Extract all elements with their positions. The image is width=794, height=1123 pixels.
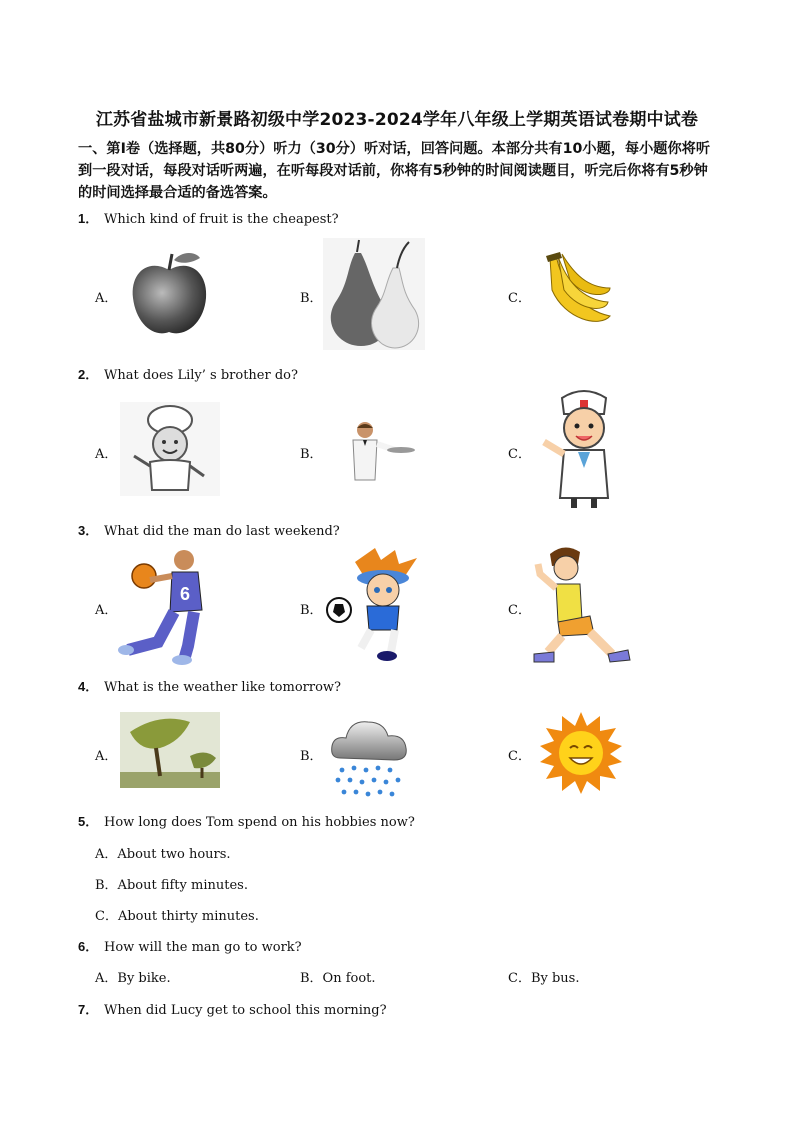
question-number: 1． [78,211,99,226]
doctor-icon [538,388,628,510]
option-c[interactable]: C．By bus. [508,971,580,986]
option-a[interactable]: A．By bike. [95,971,171,986]
sun-icon [540,712,622,794]
option-b[interactable]: B． [300,447,323,462]
option-a[interactable]: A． [95,749,118,764]
question-6 [78,936,302,955]
pear-icon [323,238,425,350]
option-a[interactable]: A．About two hours. [95,847,231,862]
question-text: What is the weather like tomorrow? [104,680,342,695]
question-text: How long does Tom spend on his hobbies now? [104,815,415,830]
option-c[interactable]: C．About thirty minutes. [95,909,259,924]
option-b[interactable]: B． [300,603,323,618]
option-b[interactable]: B．On foot. [300,971,376,986]
question-text: When did Lucy get to school this morning? [104,1003,387,1018]
option-b[interactable]: B． [300,291,323,306]
option-a[interactable]: A． [95,291,118,306]
svg-text:6: 6 [180,584,191,604]
option-c[interactable]: C． [508,291,531,306]
apple-icon [128,248,210,338]
option-c[interactable]: C． [508,749,531,764]
rain-cloud-icon [328,714,410,804]
option-c[interactable]: C． [508,447,531,462]
question-number: 3． [78,523,99,538]
question-text: What does Lily’ s brother do? [104,368,298,383]
cook-icon [120,402,220,496]
question-4 [78,676,341,695]
question-number: 2． [78,367,99,382]
banana-icon [540,250,612,330]
question-3 [78,520,340,539]
option-a[interactable]: A． [95,447,118,462]
option-c[interactable]: C． [508,603,531,618]
windy-trees-icon [120,712,220,788]
question-number: 6． [78,939,99,954]
option-b[interactable]: B．About fifty minutes. [95,878,248,893]
soccer-player-icon [325,548,425,662]
basketball-player-icon [118,546,222,666]
question-text: Which kind of fruit is the cheapest? [104,212,339,227]
option-b[interactable]: B． [300,749,323,764]
waiter-icon [325,420,425,482]
option-a[interactable]: A． [95,603,118,618]
question-7 [78,999,387,1018]
question-1 [78,208,339,227]
question-text: What did the man do last weekend? [104,524,340,539]
question-5 [78,811,415,830]
question-text: How will the man go to work? [104,940,302,955]
question-number: 4． [78,679,99,694]
page-title: 江苏省盐城市新景路初级中学2023-2024学年八年级上学期英语试卷期中试卷 [95,110,699,130]
section-instructions: 一、第Ⅰ卷（选择题，共80分）听力（30分）听对话，回答问题。本部分共有10小题，每小题你将听到一段对话，每段对话听两遍，在听每段对话前，你将有5秒钟的时间阅读题目，听完后你将有5秒钟的时间选择最合适的备选答案。 [78,141,711,201]
question-number: 7． [78,1002,99,1017]
question-2 [78,364,298,383]
runner-icon [530,544,634,668]
question-number: 5． [78,814,99,829]
